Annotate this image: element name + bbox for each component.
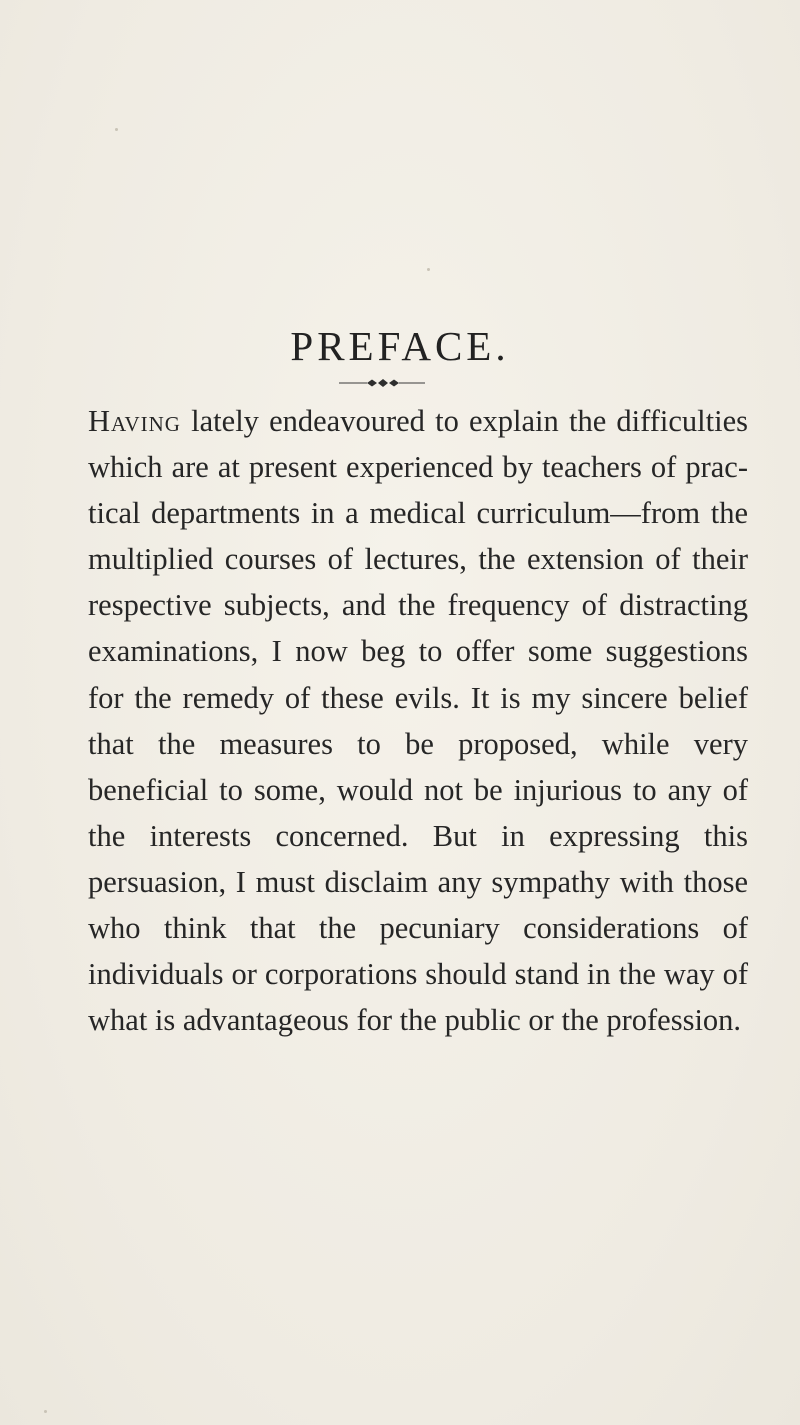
paragraph-text: lately endeavoured to explain the difficulties which are at present experienced by teachers of prac- tical departments in a medical curriculum—from the multiplied courses of lectures, the extension of their respective subjects, and the frequency of distracting examinations, I now beg to offer some suggestions for the remedy of these evils. It is my sincere belief that the measures to be proposed, while very beneficial to some, would not be injurious to any of the interests concerned. But in expressing this persuasion, I must disclaim any sympathy with those who think that the pecuniary considerations of individuals or corporations should stand in the way of what is advantageous for the public or the profession. [88, 404, 748, 1038]
paper-speck [44, 1410, 47, 1413]
page-title: PREFACE. [290, 323, 510, 369]
paper-speck [115, 128, 118, 131]
drop-word: Having [88, 404, 181, 438]
ornamental-divider [339, 377, 459, 389]
preface-paragraph [88, 398, 748, 1043]
paper-speck [427, 268, 430, 271]
